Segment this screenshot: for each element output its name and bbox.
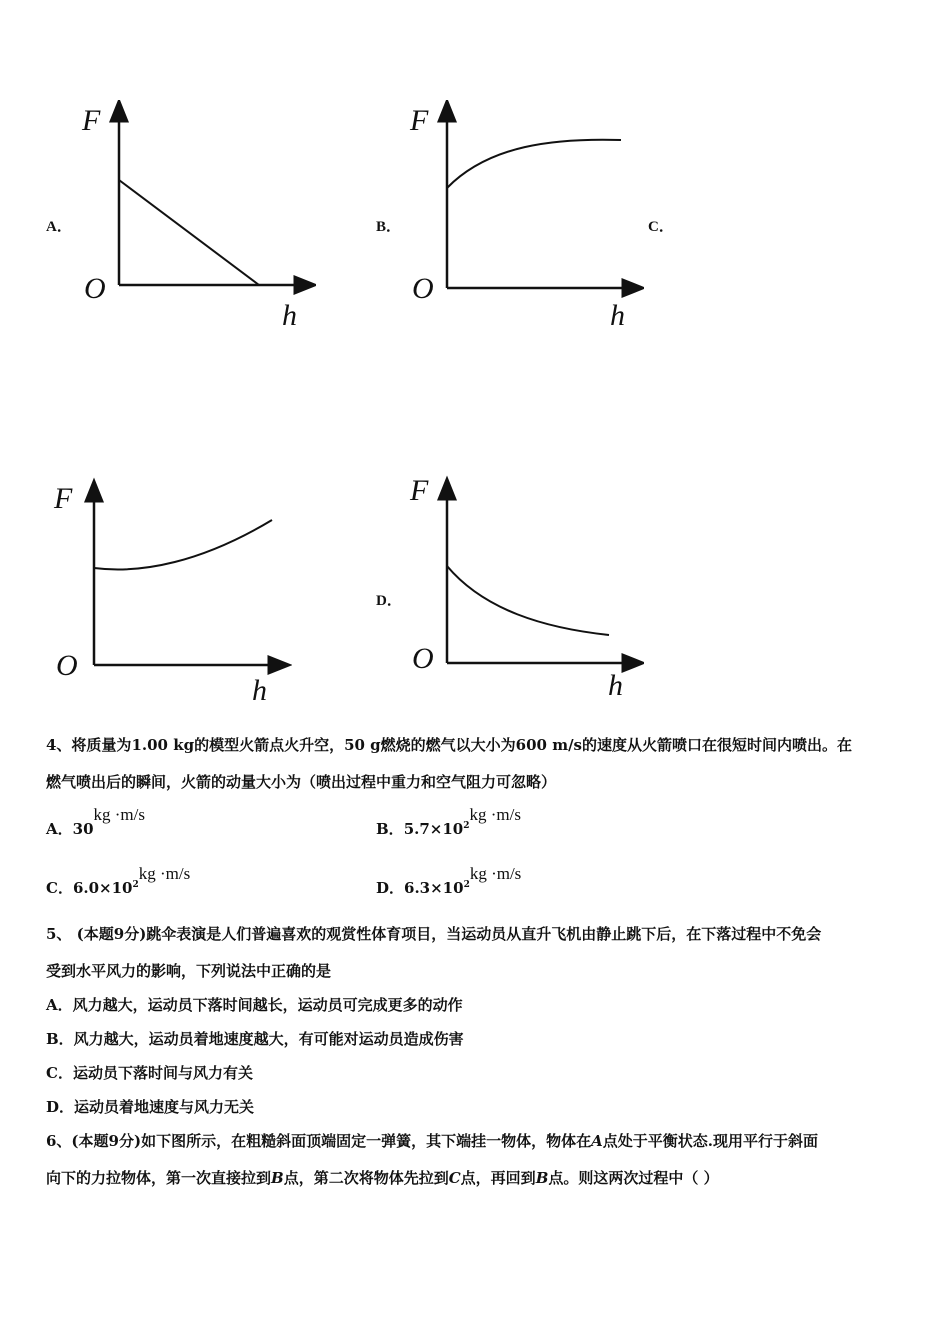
option-a-label: A． — [46, 219, 72, 235]
option-value: 5.7×10 — [403, 820, 464, 838]
q6-text: 6、(本题9分)如下图所示，在粗糙斜面顶端固定一弹簧，其下端挂一物体，物体在 — [46, 1132, 592, 1150]
q4-line-2: 燃气喷出后的瞬间，火箭的动量大小为（喷出过程中重力和空气阻力可忽略） — [46, 773, 557, 791]
unit: kg ·m/s — [469, 864, 522, 883]
option-value: 6.0×10 — [72, 879, 133, 897]
curve-increasing — [94, 520, 272, 569]
f-label: F — [410, 104, 429, 137]
h-label: h — [282, 299, 297, 332]
origin-label: O — [56, 649, 78, 682]
h-label: h — [610, 299, 625, 332]
option-letter: B． — [376, 820, 404, 838]
f-label: F — [82, 104, 101, 137]
f-label: F — [54, 482, 73, 515]
q5-line-2: 受到水平风力的影响，下列说法中正确的是 — [46, 962, 332, 980]
q5-option-c: C．运动员下落时间与风力有关 — [46, 1064, 253, 1082]
unit: kg ·m/s — [138, 864, 191, 883]
exponent: 2 — [463, 880, 470, 890]
graph-a — [76, 100, 316, 335]
q6-text: 点，第二次将物体先拉到 — [283, 1169, 449, 1187]
q6-line-1 — [46, 1130, 818, 1151]
option-letter: A． — [46, 820, 73, 838]
graph-c — [52, 470, 292, 710]
q6-text: 点。则这两次过程中（ ） — [548, 1169, 719, 1187]
q6-text: 向下的力拉物体，第一次直接拉到 — [46, 1169, 272, 1187]
unit: kg ·m/s — [469, 805, 521, 824]
exponent: 2 — [132, 880, 139, 890]
option-letter: D． — [376, 879, 405, 897]
q6-text: 点处于平衡状态.现用平行于斜面 — [602, 1132, 818, 1150]
q5-option-a: A．风力越大，运动员下落时间越长，运动员可完成更多的动作 — [46, 996, 463, 1014]
curve-decaying — [447, 566, 609, 635]
q4-line-1: 4、将质量为1.00 kg的模型火箭点火升空，50 g燃烧的燃气以大小为600 m/s的速度从火箭喷口在很短时间内喷出。在 — [46, 736, 852, 754]
h-label: h — [252, 674, 267, 707]
option-value: 6.3×10 — [404, 879, 464, 897]
h-label: h — [608, 669, 623, 702]
option-b-label: B． — [376, 219, 402, 235]
curve-decreasing-line — [119, 180, 259, 285]
graph-b — [404, 100, 644, 335]
option-c-label: C． — [648, 219, 674, 235]
graph-d — [404, 470, 644, 710]
q5-line-1: 5、 (本题9分)跳伞表演是人们普遍喜欢的观赏性体育项目，当运动员从直升飞机由静止跳下后，在下落过程中不免会 — [46, 925, 822, 943]
point-c: C — [448, 1169, 461, 1187]
q5-option-d: D．运动员着地速度与风力无关 — [46, 1098, 255, 1116]
exponent: 2 — [463, 821, 470, 831]
option-d-label: D． — [376, 593, 402, 609]
q6-line-2 — [46, 1167, 719, 1188]
q5-option-b: B．风力越大，运动员着地速度越大，有可能对运动员造成伤害 — [46, 1030, 464, 1048]
point-a: A — [591, 1132, 603, 1150]
origin-label: O — [412, 272, 434, 305]
q6-text: 点，再回到 — [460, 1169, 536, 1187]
point-b: B — [271, 1169, 284, 1187]
option-letter: C． — [46, 879, 73, 897]
q4-option-a — [46, 805, 145, 839]
option-value: 30 — [72, 820, 94, 838]
origin-label: O — [84, 272, 106, 305]
f-label: F — [410, 474, 429, 507]
origin-label: O — [412, 642, 434, 675]
point-b: B — [535, 1169, 549, 1187]
unit: kg ·m/s — [93, 805, 145, 824]
curve-saturating — [447, 140, 621, 188]
